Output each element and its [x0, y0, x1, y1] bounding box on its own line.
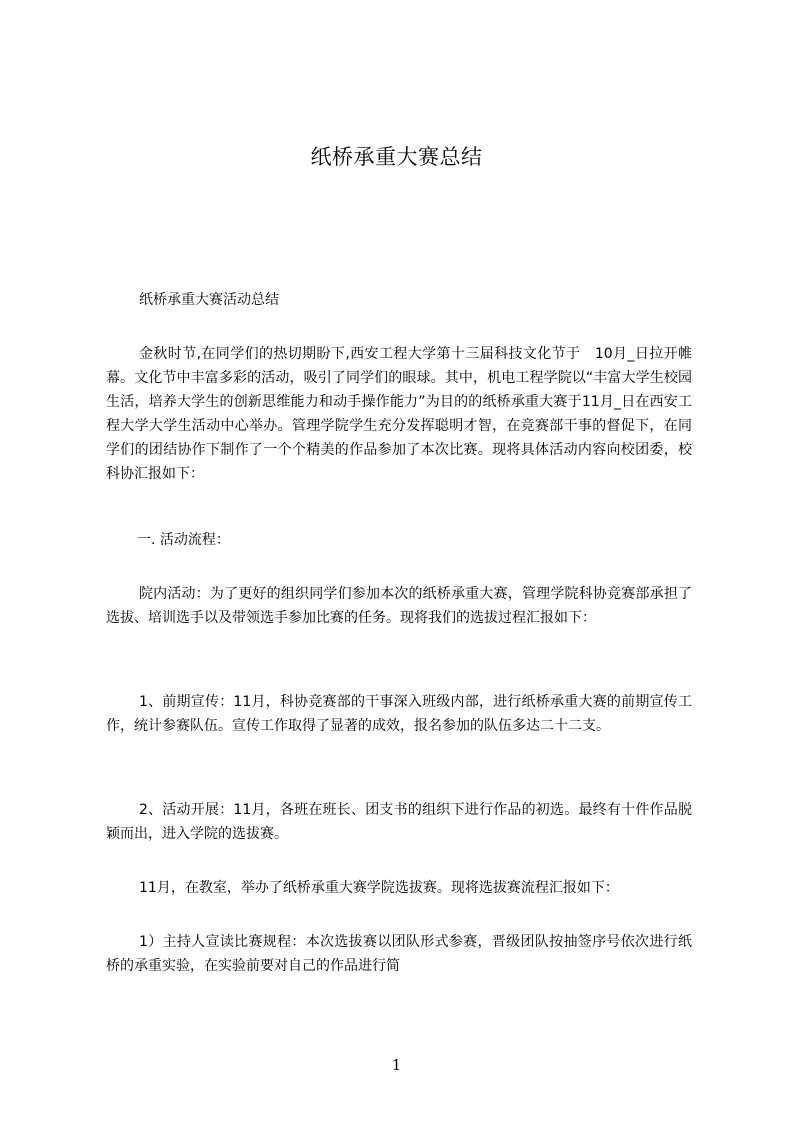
- intro-paragraph: 金秋时节,在同学们的热切期盼下,西安工程大学第十三届科技文化节于 10月_日拉开帷幕。文化节中丰富多彩的活动，吸引了同学们的眼球。其中，机电工程学院以“丰富大学生校园生活，培养大学生的创新思维能力和动手操作能力”为目的的纸桥承重大赛于11月_日在西安工程大学大学生活动中心举办。管理学院学生充分发挥聪明才智，在竞赛部干事的督促下，在同学们的团结协作下制作了一个个精美的作品参加了本次比赛。现将具体活动内容向校团委，校科协汇报如下：: [106, 346, 692, 482]
- document-subtitle: 纸桥承重大赛活动总结: [139, 292, 279, 308]
- document-title: 纸桥承重大赛总结: [310, 145, 483, 169]
- campus-activity-paragraph: 院内活动：为了更好的组织同学们参加本次的纸桥承重大赛，管理学院科协竞赛部承担了选拔、培训选手以及带领选手参加比赛的任务。现将我们的选拔过程汇报如下：: [106, 586, 692, 626]
- step-1-paragraph: 1）主持人宣读比赛规程：本次选拔赛以团队形式参赛，晋级团队按抽签序号依次进行纸桥的承重实验，在实验前要对自己的作品进行简: [106, 934, 692, 974]
- item-1-paragraph: 1、前期宣传：11月，科协竞赛部的干事深入班级内部，进行纸桥承重大赛的前期宣传工作，统计参赛队伍。宣传工作取得了显著的成效，报名参加的队伍多达二十二支。: [106, 694, 692, 734]
- selection-paragraph: 11月，在教室，举办了纸桥承重大赛学院选拔赛。现将选拔赛流程汇报如下：: [139, 880, 619, 896]
- item-2-paragraph: 2、活动开展：11月，各班在班长、团支书的组织下进行作品的初选。最终有十件作品脱颖而出，进入学院的选拔赛。: [106, 802, 692, 842]
- page-number: 1: [391, 1056, 402, 1074]
- section-heading-process: 一. 活动流程：: [137, 532, 230, 548]
